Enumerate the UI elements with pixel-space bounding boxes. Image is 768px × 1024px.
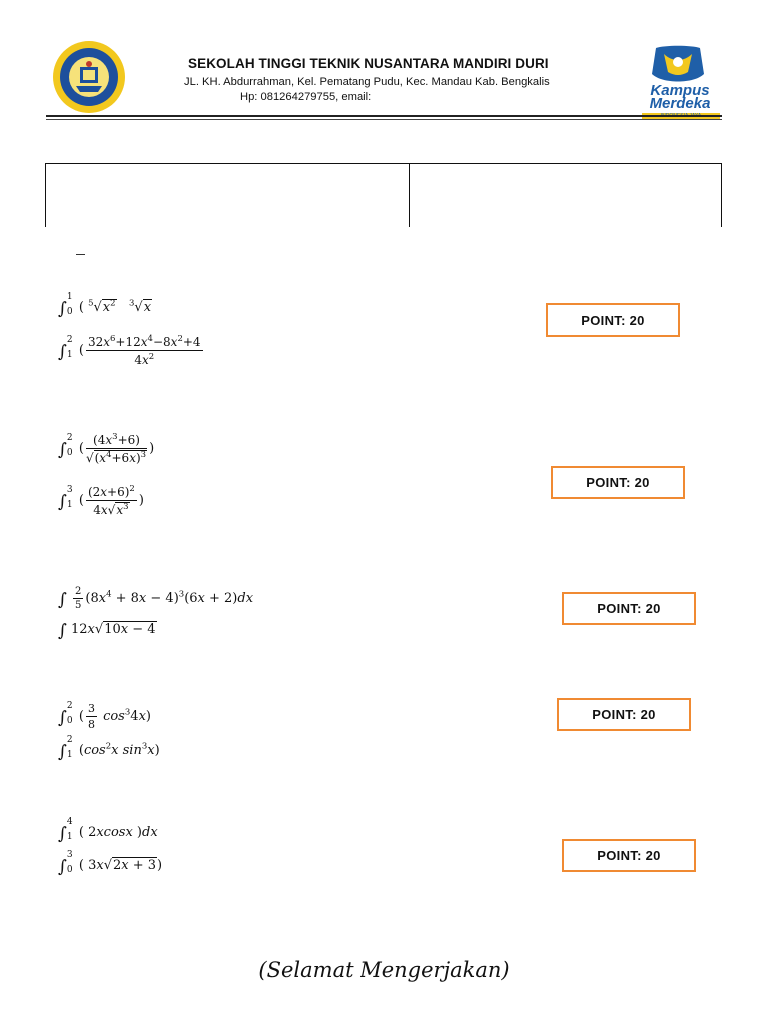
info-table-top-border: [45, 163, 722, 164]
integral-2a: ∫ 2 0 ( $\frac{(4x^3+6)}{√(x^4+6x)^3}$ ): [58, 432, 155, 465]
integral-5a: ∫ 4 1 ( 2xcosx )dx: [58, 817, 158, 844]
integral-1a: ∫ 1 0 ( $^5√x^2$ $^3$√x: [58, 292, 152, 319]
school-logo: [52, 40, 126, 114]
point-box-2: POINT: 20: [551, 466, 685, 499]
info-table-divider: [409, 163, 410, 227]
point-box-4: POINT: 20: [557, 698, 691, 731]
info-table-right-border: [721, 163, 722, 227]
integral-1b: ∫ 2 1 ( $\frac{32x^6+12x^4-8x^2+4}{4x^2}$: [58, 334, 201, 367]
integral-2b: ∫ 3 1 ( $\frac{(2x+6)^2}{4x√x^3}$ ): [58, 484, 144, 517]
kampus-merdeka-wordmark: Kampus Merdeka: [649, 82, 711, 112]
point-box-3: POINT: 20: [562, 592, 696, 625]
header-rule-thick: [46, 115, 722, 117]
integral-3b: ∫ 12x√10x − 4: [58, 621, 156, 641]
info-table-left-border: [45, 163, 46, 227]
integral-4a: ∫ 2 0 ( $\frac{3}{8}$ $\cos^34x$): [58, 701, 151, 731]
institution-contact: Hp: 081264279755, email:: [240, 91, 372, 103]
closing-message: (Selamat Mengerjakan): [258, 958, 510, 982]
integral-5b: ∫ 3 0 ( 3x√2x + 3): [58, 850, 163, 877]
dash-mark: [76, 254, 85, 255]
kampus-merdeka-logo: [634, 44, 722, 122]
institution-title: SEKOLAH TINGGI TEKNIK NUSANTARA MANDIRI DURI: [188, 56, 549, 71]
integral-4b: ∫ 2 1 ($\cos^2x$ $\sin^3x$): [58, 735, 160, 762]
point-box-5: POINT: 20: [562, 839, 696, 872]
header-rule-thin: [46, 119, 722, 120]
point-box-1: POINT: 20: [546, 303, 680, 337]
institution-address: JL. KH. Abdurrahman, Kel. Pematang Pudu, Kec. Mandau Kab. Bengkalis: [184, 76, 550, 88]
integral-3a: ∫ $\frac{2}{5}$ $(8x^4 + 8x - 4)^3(6x + 2)dx$: [58, 586, 254, 611]
